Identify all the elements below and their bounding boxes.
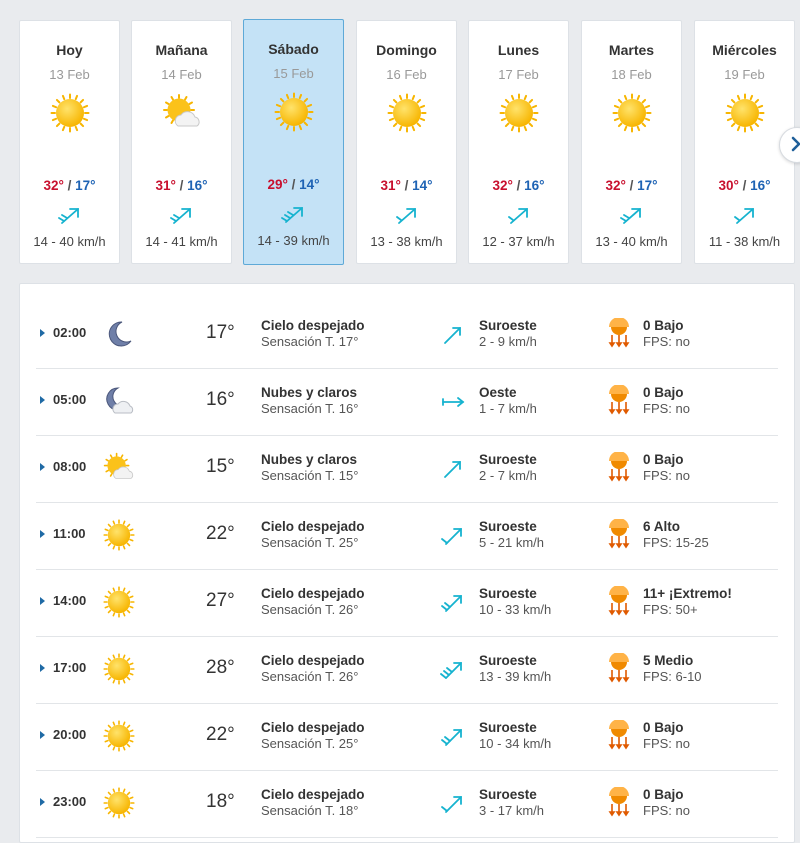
sun-icon: [612, 93, 652, 133]
sun-icon: [103, 787, 135, 819]
min-temp: 16°: [524, 178, 545, 193]
max-temp: 32°: [605, 178, 626, 193]
max-temp: 31°: [155, 178, 176, 193]
hour-row[interactable]: [36, 301, 778, 369]
sun-icon: [387, 93, 427, 133]
expand-caret-icon[interactable]: [40, 329, 45, 337]
expand-caret-icon[interactable]: [40, 597, 45, 605]
feels-like: Sensación T. 18°: [261, 803, 359, 818]
max-temp: 32°: [43, 178, 64, 193]
day-wind-speed: 12 - 37 km/h: [482, 234, 555, 249]
expand-caret-icon[interactable]: [40, 396, 45, 404]
daily-forecast-strip: [0, 0, 800, 275]
feels-like: Sensación T. 15°: [261, 468, 359, 483]
fps-value: FPS: 6-10: [643, 669, 702, 684]
day-card-4[interactable]: [468, 20, 569, 264]
sun-icon: [274, 92, 314, 132]
wind-arrow-icon: [440, 658, 466, 682]
hour-time: 23:00: [53, 794, 87, 809]
day-date: 17 Feb: [498, 67, 539, 82]
day-wind-speed: 14 - 39 km/h: [257, 233, 330, 248]
fps-value: FPS: 15-25: [643, 535, 709, 550]
wind-arrow-icon: [505, 205, 533, 227]
uv-sun-icon: [606, 318, 632, 348]
wind-direction: Suroeste: [479, 720, 537, 735]
temp-separator: /: [63, 178, 76, 193]
day-date: 18 Feb: [611, 67, 652, 82]
uv-sun-icon: [606, 653, 632, 683]
chevron-right-icon: [780, 128, 800, 162]
wind-direction: Suroeste: [479, 318, 537, 333]
wind-arrow-icon: [440, 323, 466, 347]
day-date: 16 Feb: [386, 67, 427, 82]
max-temp: 30°: [718, 178, 739, 193]
wind-speed: 10 - 34 km/h: [479, 736, 552, 751]
wind-arrow-icon: [440, 390, 466, 414]
hour-temp: 17°: [206, 322, 235, 343]
day-card-2[interactable]: [243, 19, 344, 265]
day-card-0[interactable]: [19, 20, 120, 264]
feels-like: Sensación T. 25°: [261, 535, 359, 550]
uv-index: 6 Alto: [643, 519, 680, 534]
min-temp: 17°: [75, 178, 96, 193]
wind-arrow-icon: [56, 205, 84, 227]
fps-value: FPS: no: [643, 401, 690, 416]
fps-value: FPS: no: [643, 736, 690, 751]
day-wind-speed: 14 - 40 km/h: [33, 234, 106, 249]
wind-arrow-icon: [440, 591, 466, 615]
day-temps: [695, 178, 794, 193]
sky-description: Nubes y claros: [261, 385, 358, 400]
wind-speed: 10 - 33 km/h: [479, 602, 552, 617]
sun-icon: [499, 93, 539, 133]
hour-temp: 18°: [206, 791, 235, 812]
wind-arrow-icon: [393, 205, 421, 227]
expand-caret-icon[interactable]: [40, 731, 45, 739]
temp-separator: /: [512, 178, 525, 193]
hour-time: 08:00: [53, 459, 87, 474]
wind-speed: 1 - 7 km/h: [479, 401, 537, 416]
fps-value: FPS: 50+: [643, 602, 698, 617]
wind-direction: Suroeste: [479, 787, 537, 802]
temp-separator: /: [625, 178, 638, 193]
day-date: 13 Feb: [49, 67, 90, 82]
hour-temp: 27°: [206, 590, 235, 611]
hour-time: 05:00: [53, 392, 87, 407]
wind-arrow-icon: [731, 205, 759, 227]
wind-direction: Oeste: [479, 385, 517, 400]
min-temp: 17°: [637, 178, 658, 193]
hour-row[interactable]: [36, 502, 778, 570]
day-wind-speed: 13 - 40 km/h: [595, 234, 668, 249]
sun-icon: [103, 586, 135, 618]
sun-icon: [50, 93, 90, 133]
uv-index: 0 Bajo: [643, 452, 684, 467]
uv-sun-icon: [606, 452, 632, 482]
hour-time: 17:00: [53, 660, 87, 675]
expand-caret-icon[interactable]: [40, 664, 45, 672]
hour-temp: 28°: [206, 657, 235, 678]
hour-temp: 15°: [206, 456, 235, 477]
hour-temp: 22°: [206, 523, 235, 544]
wind-arrow-icon: [440, 725, 466, 749]
uv-index: 11+ ¡Extremo!: [643, 586, 732, 601]
min-temp: 16°: [750, 178, 771, 193]
wind-arrow-icon: [440, 524, 466, 548]
uv-index: 0 Bajo: [643, 385, 684, 400]
hour-time: 02:00: [53, 325, 87, 340]
sky-description: Cielo despejado: [261, 787, 365, 802]
wind-speed: 13 - 39 km/h: [479, 669, 552, 684]
day-name: Lunes: [497, 42, 540, 58]
expand-caret-icon[interactable]: [40, 463, 45, 471]
uv-sun-icon: [606, 519, 632, 549]
sun-icon: [103, 720, 135, 752]
temp-separator: /: [287, 177, 300, 192]
day-wind-speed: 13 - 38 km/h: [370, 234, 443, 249]
min-temp: 14°: [412, 178, 433, 193]
day-card-3[interactable]: [356, 20, 457, 264]
uv-sun-icon: [606, 720, 632, 750]
day-name: Martes: [608, 42, 655, 58]
wind-speed: 3 - 17 km/h: [479, 803, 545, 818]
hour-row[interactable]: [36, 636, 778, 704]
uv-index: 5 Medio: [643, 653, 694, 668]
moon-icon: [103, 318, 135, 350]
sun-icon: [725, 93, 765, 133]
day-temps: [582, 178, 681, 193]
wind-direction: Suroeste: [479, 586, 537, 601]
expand-caret-icon[interactable]: [40, 530, 45, 538]
temp-separator: /: [738, 178, 751, 193]
sky-description: Cielo despejado: [261, 720, 365, 735]
hour-temp: 16°: [206, 389, 235, 410]
feels-like: Sensación T. 16°: [261, 401, 359, 416]
day-wind-speed: 11 - 38 km/h: [708, 234, 781, 249]
temp-separator: /: [400, 178, 413, 193]
day-temps: [244, 177, 343, 192]
hour-row[interactable]: [36, 770, 778, 838]
wind-direction: Suroeste: [479, 519, 537, 534]
uv-sun-icon: [606, 787, 632, 817]
day-wind-speed: 14 - 41 km/h: [145, 234, 218, 249]
sun-icon: [103, 653, 135, 685]
hour-row[interactable]: [36, 569, 778, 637]
wind-arrow-icon: [440, 457, 466, 481]
hour-time: 11:00: [53, 526, 86, 541]
feels-like: Sensación T. 17°: [261, 334, 359, 349]
day-date: 14 Feb: [161, 67, 202, 82]
sky-description: Cielo despejado: [261, 519, 365, 534]
feels-like: Sensación T. 26°: [261, 602, 359, 617]
min-temp: 14°: [299, 177, 320, 192]
sun-cloud-icon: [103, 452, 135, 484]
wind-speed: 2 - 7 km/h: [479, 468, 537, 483]
hourly-forecast-panel: [19, 283, 795, 843]
hour-temp: 22°: [206, 724, 235, 745]
wind-arrow-icon: [280, 204, 308, 226]
min-temp: 16°: [187, 178, 208, 193]
hour-row[interactable]: [36, 435, 778, 503]
fps-value: FPS: no: [643, 803, 690, 818]
next-days-button[interactable]: [779, 127, 800, 163]
uv-index: 0 Bajo: [643, 318, 684, 333]
day-date: 19 Feb: [724, 67, 765, 82]
day-name: Miércoles: [712, 42, 777, 58]
day-temps: [357, 178, 456, 193]
sun-icon: [103, 519, 135, 551]
hour-row[interactable]: [36, 703, 778, 771]
feels-like: Sensación T. 26°: [261, 669, 359, 684]
wind-speed: 2 - 9 km/h: [479, 334, 537, 349]
sky-description: Nubes y claros: [261, 452, 358, 467]
day-name: Hoy: [56, 42, 83, 58]
hour-time: 20:00: [53, 727, 87, 742]
wind-arrow-icon: [440, 792, 466, 816]
day-card-1[interactable]: [131, 20, 232, 264]
sky-description: Cielo despejado: [261, 586, 365, 601]
wind-speed: 5 - 21 km/h: [479, 535, 545, 550]
wind-arrow-icon: [618, 205, 646, 227]
day-temps: [20, 178, 119, 193]
hour-time: 14:00: [53, 593, 87, 608]
uv-sun-icon: [606, 586, 632, 616]
temp-separator: /: [175, 178, 188, 193]
expand-caret-icon[interactable]: [40, 798, 45, 806]
day-name: Sábado: [268, 41, 319, 57]
uv-sun-icon: [606, 385, 632, 415]
sun-cloud-icon: [162, 93, 202, 133]
hour-row[interactable]: [36, 368, 778, 436]
uv-index: 0 Bajo: [643, 720, 684, 735]
max-temp: 29°: [267, 177, 288, 192]
day-temps: [469, 178, 568, 193]
day-card-5[interactable]: [581, 20, 682, 264]
day-temps: [132, 178, 231, 193]
day-date: 15 Feb: [273, 66, 314, 81]
max-temp: 31°: [380, 178, 401, 193]
uv-index: 0 Bajo: [643, 787, 684, 802]
day-name: Domingo: [376, 42, 437, 58]
day-name: Mañana: [155, 42, 208, 58]
fps-value: FPS: no: [643, 334, 690, 349]
sky-description: Cielo despejado: [261, 318, 365, 333]
moon-cloud-icon: [103, 385, 135, 417]
feels-like: Sensación T. 25°: [261, 736, 359, 751]
wind-direction: Suroeste: [479, 653, 537, 668]
wind-direction: Suroeste: [479, 452, 537, 467]
wind-arrow-icon: [168, 205, 196, 227]
sky-description: Cielo despejado: [261, 653, 365, 668]
fps-value: FPS: no: [643, 468, 690, 483]
max-temp: 32°: [492, 178, 513, 193]
